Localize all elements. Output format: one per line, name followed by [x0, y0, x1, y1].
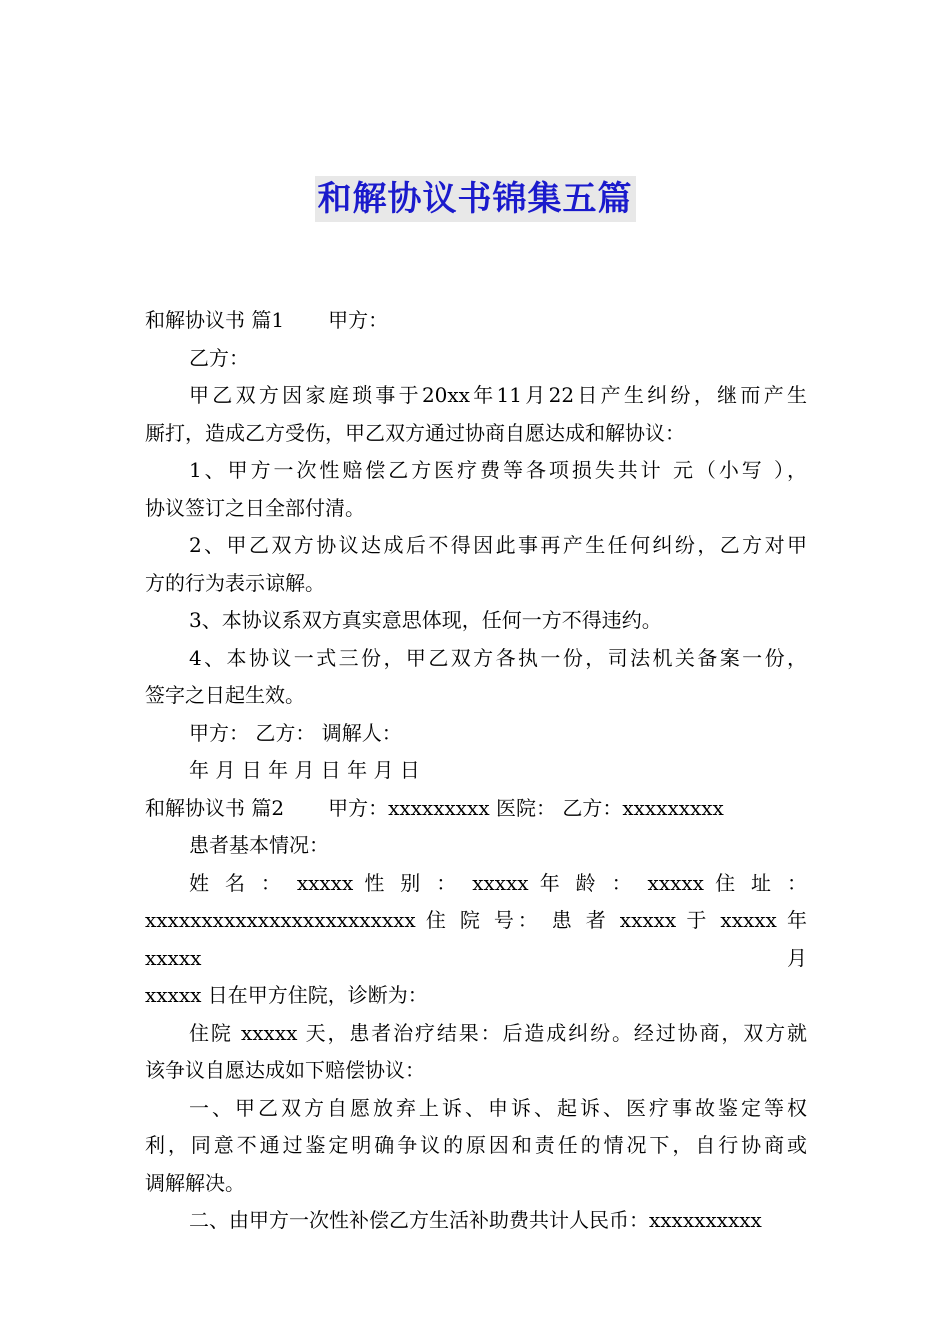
- paragraph-line: 姓 名 ： xxxxx 性 别 ： xxxxx 年 龄 ： xxxxx 住 址 ：: [189, 870, 807, 895]
- paragraph-line: 住院 xxxxx 天，患者治疗结果：后造成纠纷。经过协商，双方就: [189, 1020, 807, 1045]
- title-area: [0, 176, 950, 222]
- paragraph-line: 1、甲方一次性赔偿乙方医疗费等各项损失共计 元（小写 ），: [189, 458, 807, 482]
- paragraph-line: 2、甲乙双方协议达成后不得因此事再产生任何纠纷，乙方对甲: [189, 533, 807, 557]
- paragraph-line: 4、本协议一式三份，甲乙双方各执一份，司法机关备案一份，: [189, 645, 807, 670]
- paragraph: 乙方：: [189, 345, 249, 370]
- paragraph-line: 甲乙双方因家庭琐事于20xx年11月22日产生纠纷，继而产生: [189, 383, 807, 407]
- section-heading: [145, 790, 807, 828]
- section-heading: [145, 302, 807, 340]
- paragraph: 3、本协议系双方真实意思体现，任何一方不得违约。: [189, 608, 662, 632]
- paragraph: 年 月 日 年 月 日 年 月 日: [189, 758, 420, 782]
- paragraph-line: 方的行为表示谅解。: [145, 570, 325, 595]
- paragraph: 患者基本情况：: [189, 833, 329, 857]
- paragraph-line: 一、甲乙双方自愿放弃上诉、申诉、起诉、医疗事故鉴定等权: [189, 1095, 807, 1120]
- section-heading-rest: 甲方：: [328, 308, 389, 332]
- document-title: 和解协议书锦集五篇: [315, 176, 636, 222]
- paragraph-line: 调解解决。: [145, 1170, 245, 1195]
- paragraph: 甲方： 乙方： 调解人：: [189, 720, 402, 745]
- paragraph-line: 厮打，造成乙方受伤，甲乙双方通过协商自愿达成和解协议：: [145, 420, 685, 445]
- document-body: [145, 302, 807, 1240]
- paragraph-line: xxxxxxxxxxxxxxxxxxxxxxxx 住 院 号： 患 者 xxxxx 于 xxxxx 年 xxxxx 月: [145, 908, 807, 970]
- section-part-label: 和解协议书 篇2: [145, 795, 285, 820]
- paragraph-line: 利，同意不通过鉴定明确争议的原因和责任的情况下，自行协商或: [145, 1133, 807, 1157]
- section-heading-rest: 甲方：xxxxxxxxx 医院： 乙方：xxxxxxxxx: [328, 795, 724, 820]
- paragraph-line: 签字之日起生效。: [145, 683, 305, 707]
- paragraph: 二、由甲方一次性补偿乙方生活补助费共计人民币：xxxxxxxxxx: [189, 1208, 762, 1232]
- paragraph-line: 协议签订之日全部付清。: [145, 495, 365, 520]
- paragraph-line: 该争议自愿达成如下赔偿协议：: [145, 1058, 425, 1082]
- paragraph-line: xxxxx 日在甲方住院，诊断为：: [145, 983, 428, 1007]
- section-part-label: 和解协议书 篇1: [145, 308, 285, 332]
